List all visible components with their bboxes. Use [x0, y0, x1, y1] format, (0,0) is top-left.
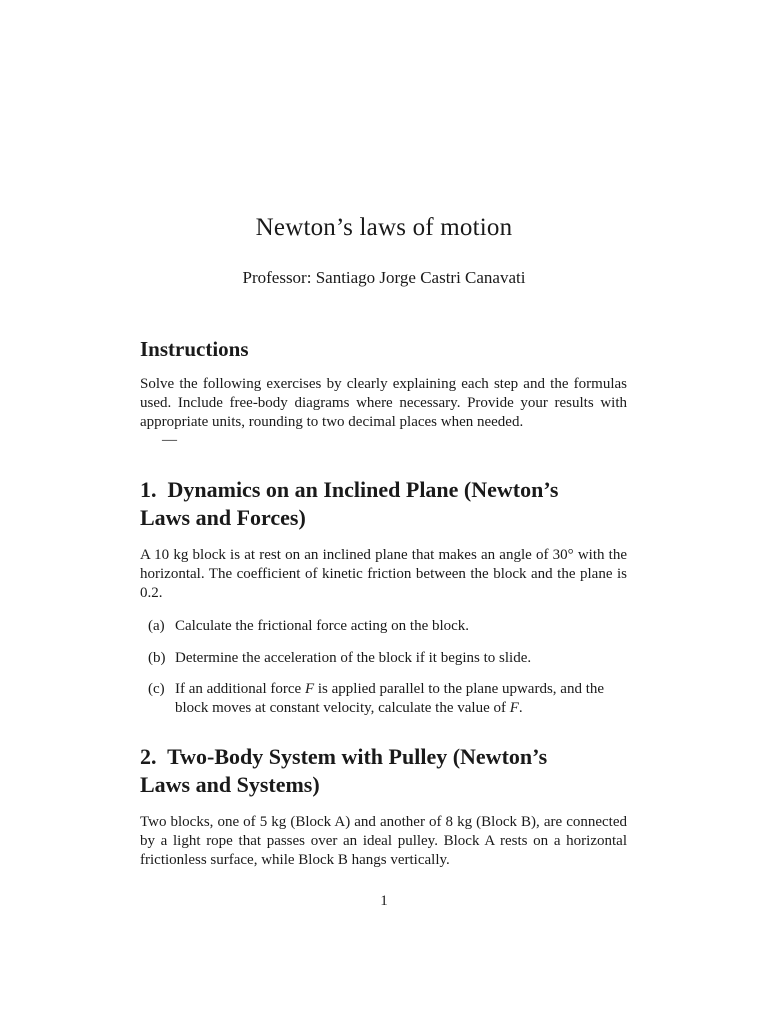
instructions-paragraph: Solve the following exercises by clearly explaining each step and the formulas used. Include free-body diagrams where necessary. Provide your results with appropriate units, rounding to two decimal places when needed. — [140, 376, 627, 430]
section-2-heading — [140, 743, 627, 799]
list-item — [148, 617, 627, 636]
section-1-paragraph: A 10 kg block is at rest on an inclined plane that makes an angle of 30° with the horizontal. The coefficient of kinetic friction between the block and the plane is 0.2. — [140, 547, 627, 601]
section-1 — [140, 476, 627, 603]
section-1-list — [148, 617, 627, 718]
list-item-text: Determine the acceleration of the block if it begins to slide. — [175, 650, 532, 666]
section-2-heading-line1: 2. Two-Body System with Pulley (Newton’s — [140, 744, 548, 769]
list-marker: (a) — [148, 618, 165, 634]
list-marker: (b) — [148, 650, 166, 666]
list-item — [148, 680, 627, 718]
list-item — [148, 649, 627, 668]
page-number: 1 — [380, 893, 388, 909]
section-2-heading-line2: Laws and Systems) — [140, 772, 320, 797]
document-author: Professor: Santiago Jorge Castri Canavati — [242, 268, 526, 287]
section-1-heading — [140, 476, 627, 532]
document-title: Newton’s laws of motion — [255, 214, 513, 241]
instructions-section — [140, 335, 627, 432]
list-item-text: Calculate the frictional force acting on the block. — [175, 618, 470, 634]
section-2-paragraph: Two blocks, one of 5 kg (Block A) and another of 8 kg (Block B), are connected by a light rope that passes over an ideal pulley. Block A rests on a horizontal frictionless surface, while Block B hangs vertically. — [140, 814, 627, 868]
list-marker: (c) — [148, 681, 165, 697]
instructions-heading: Instructions — [140, 337, 249, 361]
separator-dash: — — [162, 432, 177, 448]
section-1-heading-line2: Laws and Forces) — [140, 505, 306, 530]
section-2 — [140, 743, 627, 870]
section-1-heading-line1: 1. Dynamics on an Inclined Plane (Newton’s — [140, 477, 559, 502]
list-item-text: If an additional force F is applied parallel to the plane upwards, and the block moves at constant velocity, calculate the value of F. — [175, 681, 605, 716]
